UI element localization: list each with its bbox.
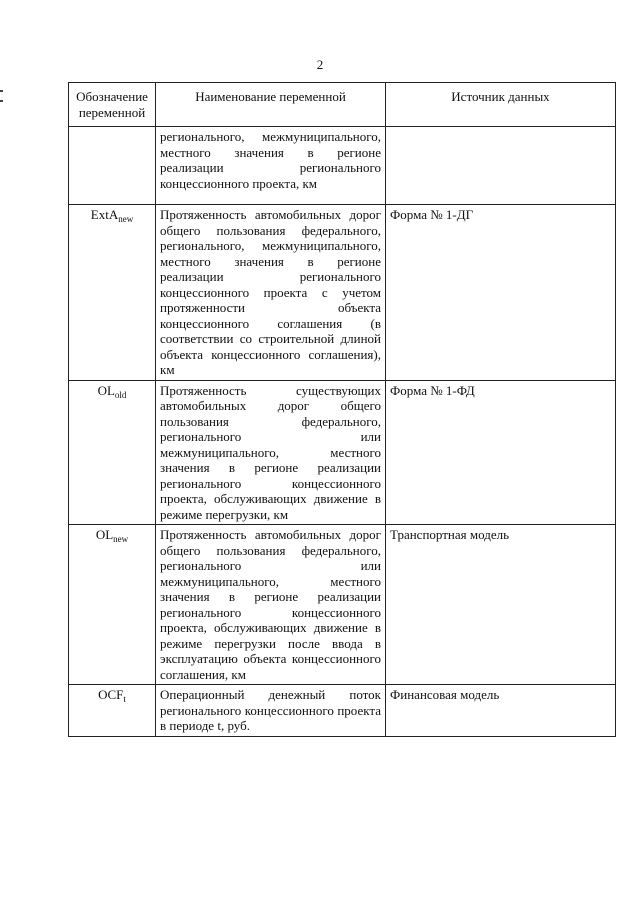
- row-source: Транспортная модель: [386, 525, 616, 685]
- symbol-subscript: new: [118, 214, 134, 224]
- row-symbol: [69, 685, 156, 737]
- page-number: 2: [316, 57, 324, 72]
- table-row: [69, 205, 616, 381]
- header-name: Наименование переменной: [156, 83, 386, 127]
- row-symbol: [69, 205, 156, 381]
- row-name: Протяженность автомобильных дорог общего пользования федерального, регионального, межмуниципального, местного значения в регионе реализации регионального концессионного проекта с учетом протяженности объекта концессионного соглашения (в соответствии со строительной длиной объекта концессионного соглашения), км: [156, 205, 386, 381]
- symbol-subscript: old: [114, 389, 127, 400]
- symbol-subscript: new: [113, 534, 129, 544]
- row-name: Протяженность автомобильных дорог общего пользования федерального, регионального или межмуниципального, местного значения в регионе реализации регионального концессионного проекта, обслуживающих движение в режиме перегрузки после ввода в эксплуатацию объекта концессионного соглашения, км: [156, 525, 386, 685]
- symbol-base: OCF: [98, 687, 124, 702]
- header-symbol: Обозначение переменной: [69, 83, 156, 127]
- symbol-subscript: t: [123, 694, 126, 704]
- row-source: [386, 127, 616, 205]
- row-symbol: [69, 380, 156, 525]
- table-row: [69, 380, 616, 525]
- row-source: Финансовая модель: [386, 685, 616, 737]
- row-symbol: [69, 525, 156, 685]
- scan-artifact: [0, 90, 3, 92]
- row-name: Протяженность существующих автомобильных дорог общего пользования федерального, регионального или межмуниципального, местного значения в регионе реализации регионального концессионного проекта, обслуживающих движение в режиме перегрузки, км: [156, 380, 386, 525]
- row-source: Форма № 1-ФД: [386, 380, 616, 525]
- row-symbol: [69, 127, 156, 205]
- row-source: Форма № 1-ДГ: [386, 205, 616, 381]
- scan-artifact: [0, 100, 3, 102]
- table-row: [69, 685, 616, 737]
- symbol-base: OL: [97, 382, 115, 398]
- symbol-base: ExtA: [90, 207, 119, 222]
- row-name: Операционный денежный поток регионального концессионного проекта в периоде t, руб.: [156, 685, 386, 737]
- header-source: Источник данных: [386, 83, 616, 127]
- table-row: [69, 127, 616, 205]
- variables-table: [68, 82, 616, 737]
- row-name: регионального, межмуниципального, местного значения в регионе реализации регионального концессионного проекта, км: [156, 127, 386, 205]
- table-header-row: [69, 83, 616, 127]
- table-row: [69, 525, 616, 685]
- symbol-base: OL: [95, 527, 114, 542]
